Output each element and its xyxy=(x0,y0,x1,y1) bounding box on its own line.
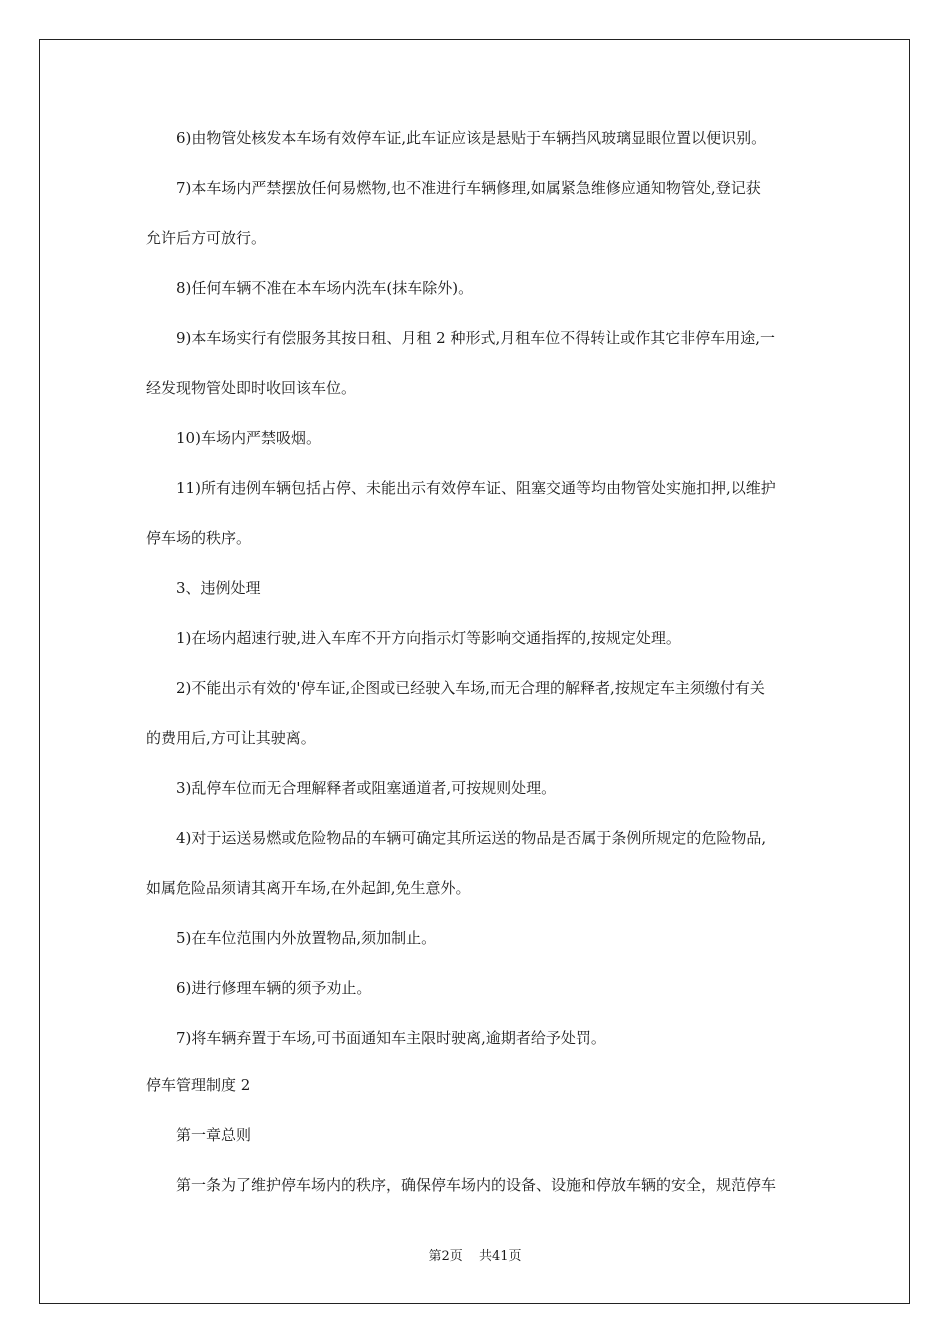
document-subtitle: 停车管理制度 2 xyxy=(146,1076,251,1094)
violation-7-line: 7)将车辆弃置于车场,可书面通知车主限时驶离,逾期者给予处罚。 xyxy=(176,1029,606,1047)
violation-4-line-2: 如属危险品须请其离开车场,在外起卸,免生意外。 xyxy=(146,879,471,897)
chapter-heading: 第一章总则 xyxy=(176,1126,252,1144)
violation-5-line: 5)在车位范围内外放置物品,须加制止。 xyxy=(176,929,437,947)
violation-6-line: 6)进行修理车辆的须予劝止。 xyxy=(176,979,372,997)
rule-10-line: 10)车场内严禁吸烟。 xyxy=(176,429,321,447)
violation-2-line-1: 2)不能出示有效的'停车证,企图或已经驶入车场,而无合理的解释者,按规定车主须缴付有关 xyxy=(176,679,765,697)
violation-1-line: 1)在场内超速行驶,进入车库不开方向指示灯等影响交通指挥的,按规定处理。 xyxy=(176,629,681,647)
rule-9-line-2: 经发现物管处即时收回该车位。 xyxy=(146,379,357,397)
rule-9-line-1: 9)本车场实行有偿服务其按日租、月租 2 种形式,月租车位不得转让或作其它非停车用途,一 xyxy=(176,329,776,347)
page-total: 共41页 xyxy=(478,1249,522,1264)
rule-7-line-2: 允许后方可放行。 xyxy=(146,229,267,247)
section-heading-violations: 3、违例处理 xyxy=(176,579,261,597)
page-footer xyxy=(0,1248,950,1266)
rule-6-line: 6)由物管处核发本车场有效停车证,此车证应该是悬贴于车辆挡风玻璃显眼位置以便识别。 xyxy=(176,129,767,147)
rule-7-line-1: 7)本车场内严禁摆放任何易燃物,也不准进行车辆修理,如属紧急维修应通知物管处,登记获 xyxy=(176,179,761,197)
violation-4-line-1: 4)对于运送易燃或危险物品的车辆可确定其所运送的物品是否属于条例所规定的危险物品, xyxy=(176,829,767,847)
page-number: 第2页 xyxy=(428,1249,463,1264)
violation-2-line-2: 的费用后,方可让其驶离。 xyxy=(146,729,316,747)
rule-8-line: 8)任何车辆不准在本车场内洗车(抹车除外)。 xyxy=(176,279,474,297)
rule-11-line-2: 停车场的秩序。 xyxy=(146,529,252,547)
article-1-line: 第一条为了维护停车场内的秩序，确保停车场内的设备、设施和停放车辆的安全，规范停车 xyxy=(176,1176,777,1194)
rule-11-line-1: 11)所有违例车辆包括占停、未能出示有效停车证、阻塞交通等均由物管处实施扣押,以维护 xyxy=(176,479,776,497)
violation-3-line: 3)乱停车位而无合理解释者或阻塞通道者,可按规则处理。 xyxy=(176,779,557,797)
